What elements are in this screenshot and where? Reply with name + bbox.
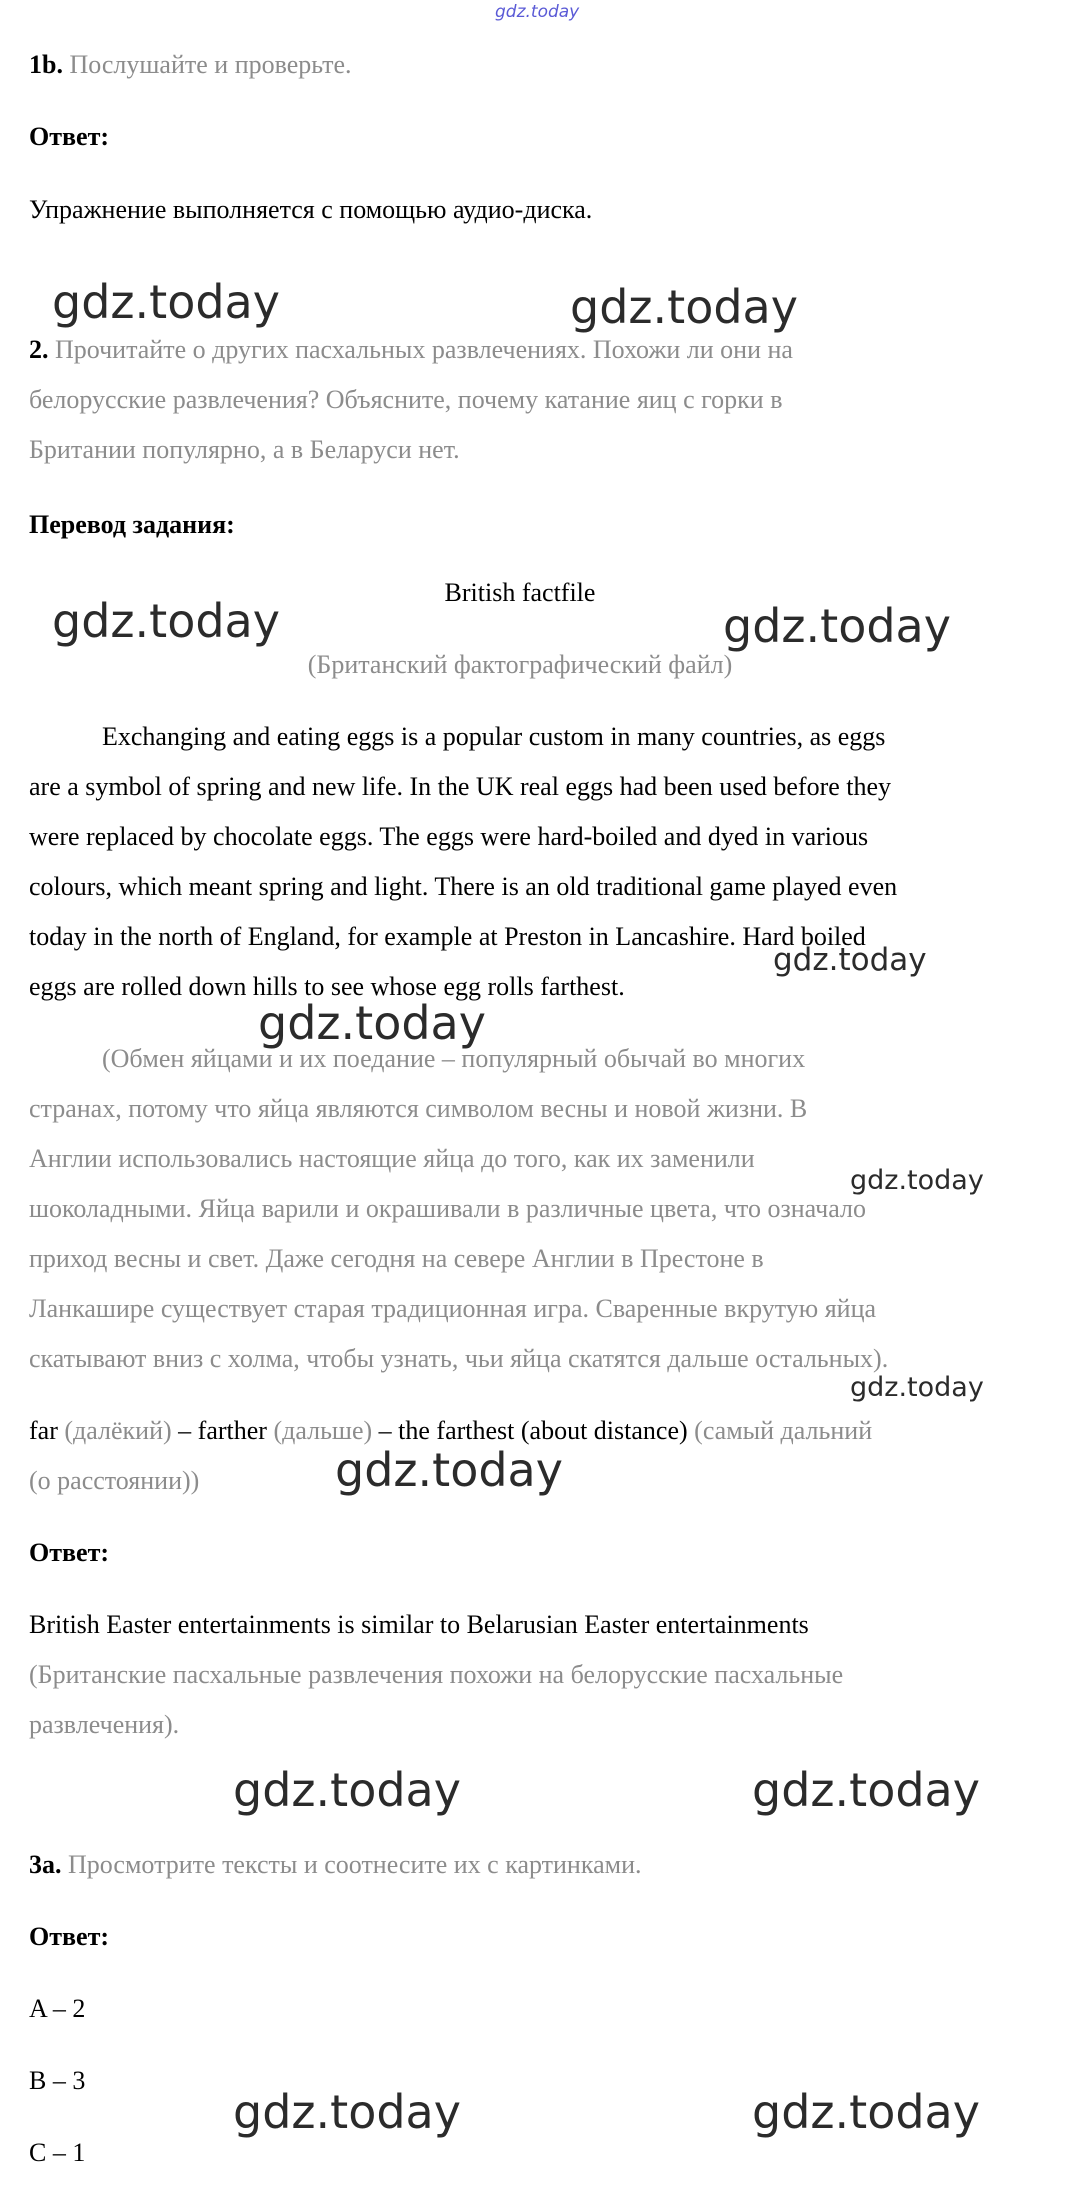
watermark: gdz.today <box>850 1372 984 1403</box>
english-line-4: colours, which meant spring and light. There is an old traditional game played even <box>29 872 898 901</box>
watermark: gdz.today <box>52 275 280 329</box>
vocab-translation-far: (далёкий) <box>64 1416 172 1445</box>
watermark: gdz.today <box>773 942 927 978</box>
translation-label: Перевод задания: <box>29 510 235 539</box>
factfile-subtitle: (Британский фактографический файл) <box>307 650 733 679</box>
header-watermark: gdz.today <box>495 2 580 22</box>
russian-line-7: скатывают вниз с холма, чтобы узнать, чьи яйца скатятся дальше остальных). <box>29 1344 889 1373</box>
match-a: A – 2 <box>29 1994 86 2023</box>
match-c: C – 1 <box>29 2138 86 2167</box>
task-2-line-3: Британии популярно, а в Беларуси нет. <box>29 435 460 464</box>
english-line-2: are a symbol of spring and new life. In the UK real eggs had been used before they <box>29 772 892 801</box>
watermark: gdz.today <box>752 1763 980 1817</box>
vocab-translation-farthest: (самый дальний <box>694 1416 873 1445</box>
watermark: gdz.today <box>850 1165 984 1196</box>
vocab-line-2: (о расстоянии)) <box>29 1466 200 1495</box>
watermark: gdz.today <box>233 1763 461 1817</box>
english-line-3: were replaced by chocolate eggs. The eggs were hard-boiled and dyed in various <box>29 822 869 851</box>
task-1b-number: 1b. <box>29 50 63 79</box>
russian-line-6: Ланкашире существует старая традиционная игра. Сваренные вкрутую яйца <box>29 1294 877 1323</box>
answer-2-russian-1: (Британские пасхальные развлечения похожи на белорусские пасхальные <box>29 1660 844 1689</box>
task-1b <box>29 40 352 90</box>
vocab-separator-2: – <box>378 1416 392 1445</box>
vocab-word-far: far <box>29 1416 58 1445</box>
english-line-1: Exchanging and eating eggs is a popular custom in many countries, as eggs <box>102 722 886 751</box>
russian-line-2: странах, потому что яйца являются символом весны и новой жизни. В <box>29 1094 808 1123</box>
watermark: gdz.today <box>335 1443 563 1497</box>
vocab-translation-farther: (дальше) <box>273 1416 373 1445</box>
task-2-text: Прочитайте о других пасхальных развлечениях. Похожи ли они на <box>55 335 793 364</box>
watermark: gdz.today <box>752 2085 980 2139</box>
answer-1b: Упражнение выполняется с помощью аудио-диска. <box>29 195 593 224</box>
task-3a <box>29 1840 642 1890</box>
answer-label-3a: Ответ: <box>29 1922 110 1951</box>
task-3a-text: Просмотрите тексты и соотнесите их с картинками. <box>68 1850 642 1879</box>
russian-line-3: Англии использовались настоящие яйца до того, как их заменили <box>29 1144 755 1173</box>
answer-2-english: British Easter entertainments is similar to Belarusian Easter entertainments <box>29 1610 809 1639</box>
factfile-title: British factfile <box>444 578 596 607</box>
answer-label-1b: Ответ: <box>29 122 110 151</box>
watermark: gdz.today <box>723 599 951 653</box>
vocab-word-farther: farther <box>197 1416 267 1445</box>
task-2-number: 2. <box>29 335 49 364</box>
match-b: B – 3 <box>29 2066 86 2095</box>
watermark: gdz.today <box>570 280 798 334</box>
task-2-line-2: белорусские развлечения? Объясните, почему катание яиц с горки в <box>29 385 783 414</box>
watermark: gdz.today <box>233 2085 461 2139</box>
vocab-separator-1: – <box>178 1416 192 1445</box>
task-3a-number: 3a. <box>29 1850 62 1879</box>
russian-line-4: шоколадными. Яйца варили и окрашивали в различные цвета, что означало <box>29 1194 866 1223</box>
english-line-6: eggs are rolled down hills to see whose egg rolls farthest. <box>29 972 625 1001</box>
task-1b-text: Послушайте и проверьте. <box>69 50 352 79</box>
answer-label-2: Ответ: <box>29 1538 110 1567</box>
english-line-5: today in the north of England, for example at Preston in Lancashire. Hard boiled <box>29 922 866 951</box>
watermark: gdz.today <box>258 996 486 1050</box>
watermark: gdz.today <box>52 594 280 648</box>
russian-line-1: (Обмен яйцами и их поедание – популярный обычай во многих <box>102 1044 806 1073</box>
vocab-word-farthest: the farthest (about distance) <box>398 1416 688 1445</box>
russian-line-5: приход весны и свет. Даже сегодня на севере Англии в Престоне в <box>29 1244 764 1273</box>
answer-2-russian-2: развлечения). <box>29 1710 180 1739</box>
